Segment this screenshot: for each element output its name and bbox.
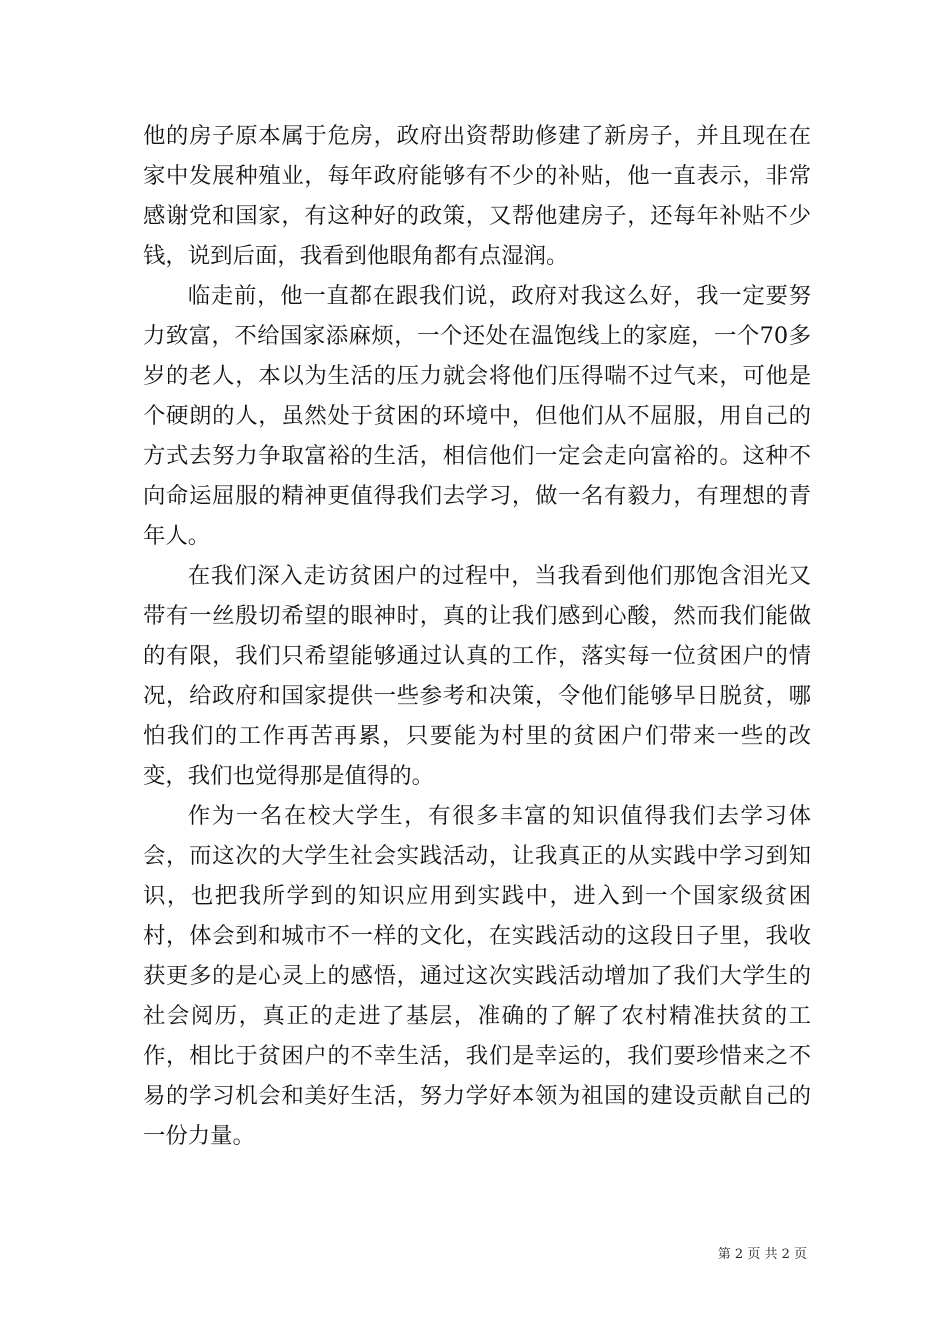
page-number-footer: 第 2 页 共 2 页 bbox=[717, 1247, 807, 1262]
document-body bbox=[143, 116, 811, 1156]
paragraph-1: 他的房子原本属于危房，政府出资帮助修建了新房子，并且现在在家中发展种殖业，每年政府能够有不少的补贴，他一直表示，非常感谢党和国家，有这种好的政策，又帮他建房子，还每年补贴不少钱，说到后面，我看到他眼角都有点湿润。 bbox=[143, 123, 811, 269]
paragraph-2: 临走前，他一直都在跟我们说，政府对我这么好，我一定要努力致富，不给国家添麻烦，一个还处在温饱线上的家庭，一个70多岁的老人，本以为生活的压力就会将他们压得喘不过气来，可他是个硬朗的人，虽然处于贫困的环境中，但他们从不屈服，用自己的方式去努力争取富裕的生活，相信他们一定会走向富裕的。这种不向命运屈服的精神更值得我们去学习，做一名有毅力，有理想的青年人。 bbox=[143, 283, 811, 549]
paragraph-4: 作为一名在校大学生，有很多丰富的知识值得我们去学习体会，而这次的大学生社会实践活动，让我真正的从实践中学习到知识，也把我所学到的知识应用到实践中，进入到一个国家级贫困村，体会到和城市不一样的文化，在实践活动的这段日子里，我收获更多的是心灵上的感悟，通过这次实践活动增加了我们大学生的社会阅历，真正的走进了基层，准确的了解了农村精准扶贫的工作，相比于贫困户的不幸生活，我们是幸运的，我们要珍惜来之不易的学习机会和美好生活，努力学好本领为祖国的建设贡献自己的一份力量。 bbox=[143, 803, 811, 1149]
paragraph-3: 在我们深入走访贫困户的过程中，当我看到他们那饱含泪光又带有一丝殷切希望的眼神时，真的让我们感到心酸，然而我们能做的有限，我们只希望能够通过认真的工作，落实每一位贫困户的情况，给政府和国家提供一些参考和决策，令他们能够早日脱贫，哪怕我们的工作再苦再累，只要能为村里的贫困户们带来一些的改变，我们也觉得那是值得的。 bbox=[143, 563, 811, 789]
